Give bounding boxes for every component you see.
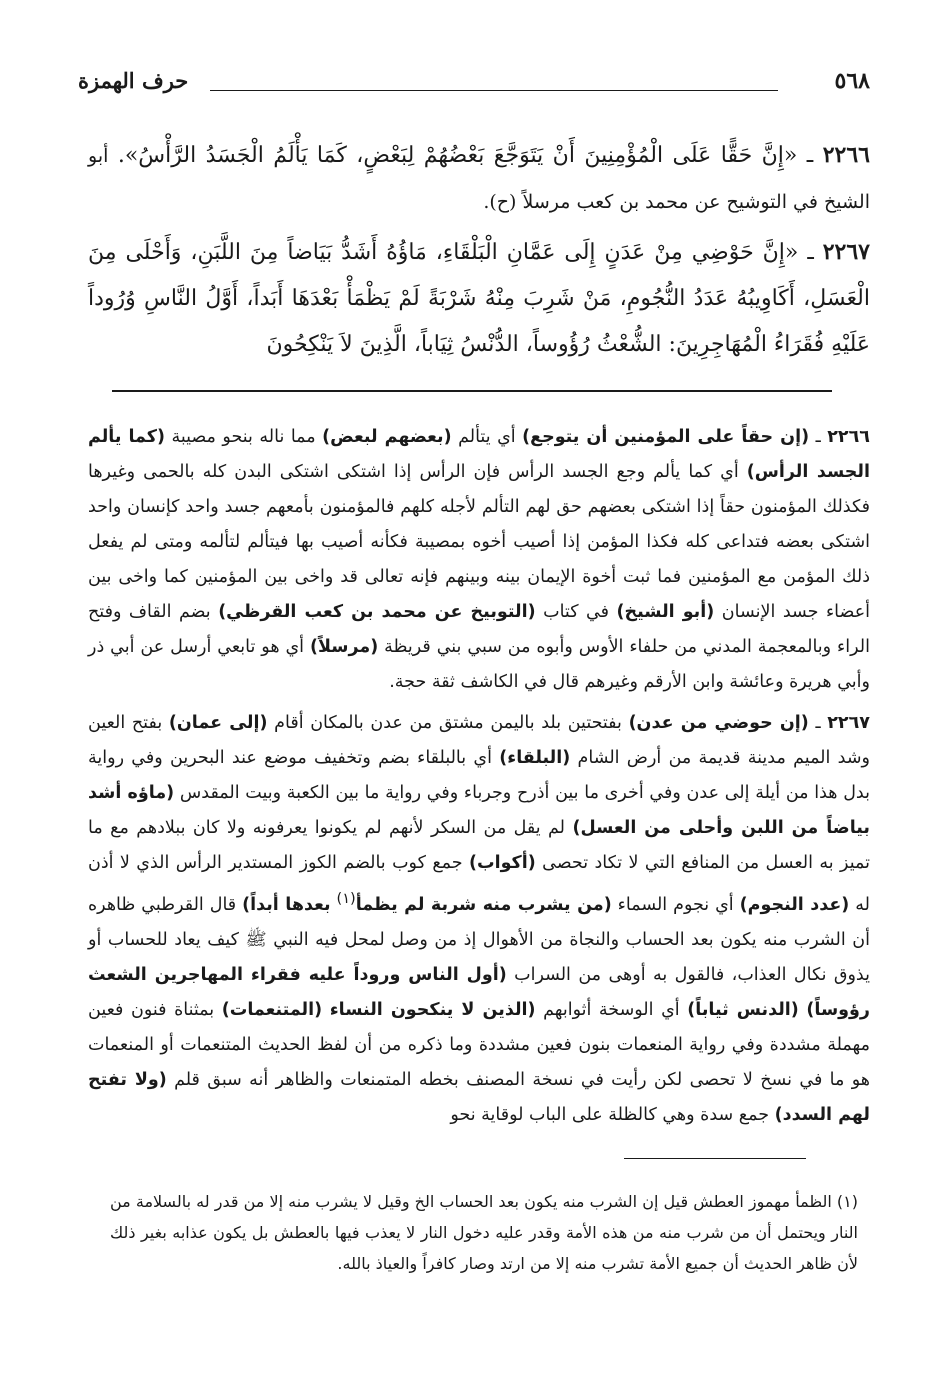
hadith-matn: «إِنَّ حَوْضِي مِنْ عَدَنٍ إِلَى عَمَّانِ الْبَلْقَاءِ، مَاؤُهُ أَشَدُّ بَيَاضاً مِنَ اللَّبَنِ، وَأَحْلَى مِنَ الْعَسَلِ، أَكَاوِيبُهُ عَدَدُ النُّجُومِ، مَنْ شَرِبَ مِنْهُ شَرْبَةً لَمْ يَظْمَأْ بَعْدَهَا أَبَداً، أَوَّلُ النَّاسِ وُرُوداً عَلَيْهِ فُقَرَاءُ الْمُهَاجِرِينَ: الشُّعْثُ رُؤُوساً، الدُّنْسُ ثِيَاباً، الَّذِينَ لاَ يَنْكِحُونَ <box>88 240 870 357</box>
page-header <box>78 68 870 108</box>
commentary-lemma: (إن حوضي من عدن) <box>628 713 809 733</box>
commentary-number: ٢٢٦٦ <box>827 427 870 447</box>
commentary-lemma: بعدها أبداً) <box>242 894 331 915</box>
page-number: ٥٦٨ <box>834 68 870 94</box>
commentary-text: أي نجوم السماء <box>617 894 734 915</box>
footnote-reference[interactable]: (١) <box>336 890 356 907</box>
commentary-text: أي بالبلقاء بضم وتخفيف موضع عند البحرين وفي رواية بدل هذا من أيلة إلى عدن وفي أخرى ما بين أذرح وجرباء وفي رواية ما بين الكعبة وبيت المقدس <box>88 748 870 803</box>
footnote-text: الظمأ مهموز العطش قيل إن الشرب منه يكون بعد الحساب الخ وقيل لا يشرب منه إلا من قدر له بالسلامة من النار ويحتمل أن من شرب منه من هذه الأمة وقدر عليه دخول النار لا يعذب فيها بالعطش بل يكون عذابه بغير ذلك لأن ظاهر الحديث أن جميع الأمة تشرب منه إلا من ارتد وصار كافراً والعياذ بالله. <box>110 1192 858 1273</box>
commentary-lemma: (ولا تفتح لهم السدد) <box>88 1069 870 1125</box>
hadith-matn: «إِنَّ حَقًّا عَلَى الْمُؤْمِنِينَ أَنْ يَتَوَجَّعَ بَعْضُهُمْ لِبَعْضٍ، كَمَا يَأْلَمُ الْجَسَدُ الرَّأْسُ». <box>117 143 798 168</box>
commentary-2266: ٢٢٦٦ ـ (إن حقاً على المؤمنين أن يتوجع) أي يتألم (بعضهم لبعض) مما ناله بنحو مصيبة (كما يألم الجسد الرأس) أي كما يألم وجع الجسد الرأس فإن الرأس إذا اشتكى اشتكى البدن كله بالحمى وغيرها فكذلك المؤمنون حقاً إذا اشتكى بعضهم حق لهم التألم لأجله كلهم فالمؤمنون بأمعهم جسد واحد كإنسان واحد اشتكى بعضه فتداعى كله فكذا المؤمن إذا أصيب أخوه بمصيبة فكأنه أصيب بها فيتألم لتألمه ومتى لم يفعل ذلك المؤمن مع المؤمنين فما ثبت أخوة الإيمان بينه وبينهم فإنه تعالى قد واخى بين المؤمنين كما واخى بين أعضاء جسد الإنسان (أبو الشيخ) في كتاب (التوبيخ عن محمد بن كعب القرظي) بضم القاف وفتح الراء وبالمعجمة المدني من حلفاء الأوس وأبوه من سبي بني قريظة (مرسلاً) أي هو تابعي أرسل عن أبي ذر وأبي هريرة وعائشة وابن الأرقم وغيرهم قال في الكاشف ثقة حجة. <box>88 427 870 692</box>
commentary-lemma: (إن حقاً على المؤمنين أن يتوجع) <box>522 427 810 447</box>
hadith-source: أبو الشيخ في التوشيح عن محمد بن كعب مرسلاً (ح). <box>88 145 870 213</box>
footnote-marker: (١) <box>836 1192 858 1211</box>
commentary-lemma: (بعضهم لبعض) <box>322 427 452 447</box>
footnote-block <box>110 1186 858 1279</box>
hadith-2267: ٢٢٦٧ ـ «إِنَّ حَوْضِي مِنْ عَدَنٍ إِلَى عَمَّانِ الْبَلْقَاءِ، مَاؤُهُ أَشَدُّ بَيَاضاً مِنَ اللَّبَنِ، وَأَحْلَى مِنَ الْعَسَلِ، أَكَاوِيبُهُ عَدَدُ النُّجُومِ، مَنْ شَرِبَ مِنْهُ شَرْبَةً لَمْ يَظْمَأْ بَعْدَهَا أَبَداً، أَوَّلُ النَّاسِ وُرُوداً عَلَيْهِ فُقَرَاءُ الْمُهَاجِرِينَ: الشُّعْثُ رُؤُوساً، الدُّنْسُ ثِيَاباً، الَّذِينَ لاَ يَنْكِحُونَ <box>88 239 870 357</box>
footnote-divider <box>624 1158 806 1159</box>
hadith-number: ٢٢٦٧ <box>822 239 870 265</box>
commentary-2267: ٢٢٦٧ ـ (إن حوضي من عدن) بفتحتين بلد باليمن مشتق من عدن بالمكان أقام (إلى عمان) بفتح العين وشد الميم مدينة قديمة من أرض الشام (البلقاء) أي بالبلقاء بضم وتخفيف موضع عند البحرين وفي رواية بدل هذا من أيلة إلى عدن وفي أخرى ما بين أذرح وجرباء وفي رواية ما بين الكعبة وبيت المقدس (ماؤه أشد بياضاً من اللبن وأحلى من العسل) لم يقل من السكر لأنهم لم يكونوا يعرفونه ولا كان ببلادهم مع ما تميز به العسل من المنافع التي لا تكاد تحصى (أكواب) جمع كوب بالضم الكوز المستدير الرأس الذي لا أذن له (عدد النجوم) أي نجوم السماء (من يشرب منه شربة لم يظمأ$^{(١)}$ بعدها أبداً) قال القرطبي ظاهره أن الشرب منه يكون بعد الحساب والنجاة من الأهوال إذ من وصل لمحل فيه النبي ﷺ كيف يعاد للحساب أو يذوق نكال العذاب، فالقول به أوهى من السراب (أول الناس وروداً عليه فقراء المهاجرين الشعث رؤوساً) (الدنس ثياباً) أي الوسخة أثوابهم (الذين لا ينكحون النساء (المتنعمات) بمثناة فنون فعين مهملة مشددة وفي رواية المنعمات بنون فعين مشددة وما ذكره من أن لفظ الحديث المتنعمات أو المنعمات هو ما في نسخ لا تحصى لكن رأيت في نسخة المصنف بخطه المتمنعات والظاهر أنه سبق قلم (ولا تفتح لهم السدد) جمع سدة وهي كالظلة على الباب لوقاية نحو <box>88 713 871 1125</box>
commentary-lemma: (أكواب) <box>469 853 536 873</box>
hadith-text-block <box>88 132 870 368</box>
commentary-text: في كتاب <box>543 602 609 622</box>
hadith-number: ٢٢٦٦ <box>822 142 870 168</box>
commentary-lemma: (الذين لا ينكحون النساء <box>329 999 536 1020</box>
commentary-lemma: (الدنس ثياباً) <box>687 999 799 1020</box>
footnote-1 <box>110 1186 858 1279</box>
commentary-lemma: (المتنعمات) <box>221 999 323 1020</box>
commentary-text: أي الوسخة أثوابهم <box>543 999 680 1020</box>
header-rule <box>210 90 778 91</box>
commentary-text: أي كما يألم وجع الجسد الرأس فإن الرأس إذا اشتكى اشتكى البدن كله بالحمى وغيرها فكذلك المؤمنون حقاً إذا اشتكى بعضهم حق لهم التألم لأجله كلهم فالمؤمنون بأمعهم جسد واحد كإنسان واحد اشتكى بعضه فتداعى كله فكذا المؤمن إذا أصيب أخوه بمصيبة فكأنه أصيب بها فيتألم لتألمه ومتى لم يفعل ذلك المؤمن مع المؤمنين فما ثبت أخوة الإيمان بينه وبينهم فإنه تعالى قد واخى بين المؤمنين كما واخى بين أعضاء جسد الإنسان <box>88 462 870 622</box>
commentary-lemma: (عدد النجوم) <box>739 894 850 915</box>
commentary-lemma: (أول الناس وروداً عليه فقراء المهاجرين الشعث رؤوساً) <box>88 964 870 1020</box>
commentary-text: لم يقل من السكر لأنهم لم يكونوا يعرفونه ولا كان ببلادهم مع ما تميز به العسل من المنافع التي لا تكاد تحصى <box>88 818 870 873</box>
commentary-text: أي يتألم <box>458 427 516 447</box>
commentary-number: ٢٢٦٧ <box>827 713 870 733</box>
commentary-lemma: (ماؤه أشد بياضاً من اللبن وأحلى من العسل) <box>88 783 870 838</box>
commentary-text: بضم القاف وفتح الراء وبالمعجمة المدني من حلفاء الأوس وأبوه من سبي بني قريظة <box>88 602 870 657</box>
commentary-lemma: (من يشرب منه شربة لم يظمأ <box>355 894 612 915</box>
commentary-text: بفتح العين وشد الميم مدينة قديمة من أرض الشام <box>88 713 870 768</box>
commentary-text: مما ناله بنحو مصيبة <box>171 427 316 447</box>
hadith-2266: ٢٢٦٦ ـ «إِنَّ حَقًّا عَلَى الْمُؤْمِنِينَ أَنْ يَتَوَجَّعَ بَعْضُهُمْ لِبَعْضٍ، كَمَا يَأْلَمُ الْجَسَدُ الرَّأْسُ». أبو الشيخ في التوشيح عن محمد بن كعب مرسلاً (ح). <box>88 142 870 213</box>
commentary-lemma: (أبو الشيخ) <box>616 602 715 622</box>
commentary-text: قال القرطبي ظاهره أن الشرب منه يكون بعد الحساب والنجاة من الأهوال إذ من وصل لمحل فيه النبي ﷺ كيف يعاد للحساب أو يذوق نكال العذاب، فالقول به أوهى من السراب <box>88 894 870 985</box>
commentary-text: جمع كوب بالضم الكوز المستدير الرأس الذي لا أذن له <box>88 853 870 915</box>
commentary-text: جمع سدة وهي كالظلة على الباب لوقاية نحو <box>450 1104 770 1125</box>
commentary-lemma: (إلى عمان) <box>168 713 268 733</box>
commentary-text: أي هو تابعي أرسل عن أبي ذر وأبي هريرة وعائشة وابن الأرقم وغيرهم قال في الكاشف ثقة حجة. <box>88 637 870 692</box>
commentary-text: بفتحتين بلد باليمن مشتق من عدن بالمكان أقام <box>274 713 622 733</box>
commentary-lemma: (مرسلاً) <box>309 637 379 657</box>
running-title: حرف الهمزة <box>78 68 189 93</box>
commentary-lemma: (التوبيخ عن محمد بن كعب القرظي) <box>218 602 536 622</box>
section-divider <box>112 390 832 392</box>
commentary-lemma: (البلقاء) <box>499 748 571 768</box>
commentary-lemma: (كما يألم الجسد الرأس) <box>88 427 870 482</box>
commentary-text: بمثناة فنون فعين مهملة مشددة وفي رواية المنعمات بنون فعين مشددة وما ذكره من أن لفظ الحديث المتنعمات أو المنعمات هو ما في نسخ لا تحصى لكن رأيت في نسخة المصنف بخطه المتمنعات والظاهر أنه سبق قلم <box>88 999 871 1090</box>
commentary-block <box>88 420 870 1133</box>
